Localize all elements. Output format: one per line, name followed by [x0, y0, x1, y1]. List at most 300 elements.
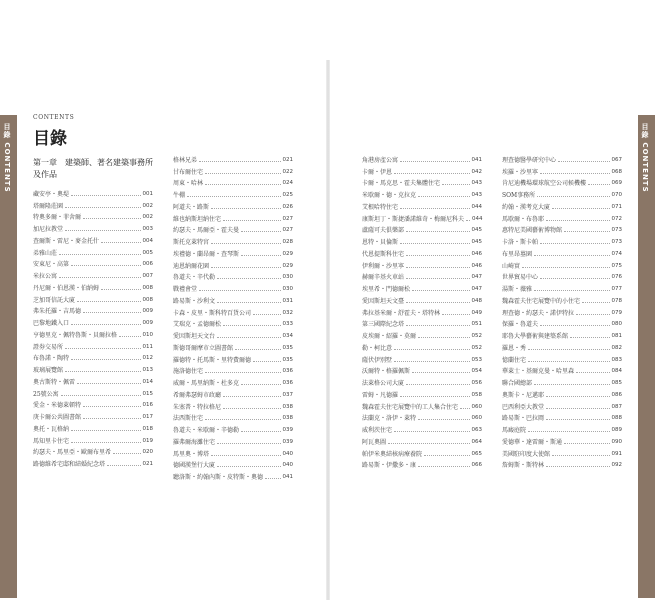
- toc-entry-page: 081: [611, 333, 622, 339]
- toc-entry-page: 054: [471, 368, 482, 375]
- dot-leader: [217, 337, 280, 338]
- dot-leader: [59, 277, 140, 278]
- toc-entry-page: 002: [142, 202, 153, 209]
- toc-entry-title: 康斯坦丁・斯捷潘諾維奇・梅爾尼科夫: [362, 215, 465, 223]
- toc-entry-title: 德國漢堡行大廈: [173, 462, 216, 470]
- dot-leader: [528, 431, 609, 432]
- dot-leader: [71, 442, 140, 443]
- toc-entry: [173, 176, 293, 188]
- toc-entry: [502, 164, 622, 176]
- dot-leader: [540, 278, 609, 279]
- toc-entry-title: 馬知里卡住宅: [33, 437, 70, 445]
- dot-leader: [71, 324, 140, 325]
- toc-entry: [362, 187, 482, 199]
- toc-entry-title: 弗拉基米爾・舒霍夫・塔特林: [362, 309, 441, 317]
- toc-entry: [362, 211, 482, 223]
- toc-entry: [362, 293, 482, 305]
- dot-leader: [101, 242, 140, 243]
- toc-entry-title: 角港房產公寓: [362, 156, 399, 164]
- toc-entry-title: 約瑟夫・馬爾亞・霍夫曼: [173, 227, 240, 235]
- toc-entry: [173, 317, 293, 329]
- dot-leader: [564, 443, 609, 444]
- toc-entry-page: 032: [282, 309, 293, 316]
- toc-entry-page: 029: [282, 262, 293, 269]
- toc-entry-title: 理查德・約瑟夫・諾伊特拉: [502, 309, 575, 317]
- dot-leader: [546, 220, 609, 221]
- dot-leader: [552, 208, 609, 209]
- toc-entry-page: 064: [471, 438, 482, 445]
- toc-entry-page: 060: [471, 403, 482, 410]
- toc-entry-title: 斯德哥爾摩市立圖書館: [173, 344, 234, 352]
- toc-entry-title: 路易斯・沙利文: [173, 297, 216, 305]
- toc-entry: [173, 364, 293, 376]
- dot-leader: [211, 208, 280, 209]
- dot-leader: [205, 419, 280, 420]
- toc-entry: [33, 421, 153, 433]
- toc-entry-title: 巴西利亞大教堂: [502, 403, 545, 411]
- toc-entry-title: 斯托克萊特宮: [173, 239, 210, 246]
- toc-entry-title: 查爾斯・雷尼・麥金托什: [33, 237, 100, 245]
- toc-entry-page: 082: [611, 344, 622, 351]
- toc-entry-title: 湯斯・薇雅: [502, 286, 533, 293]
- dot-leader: [59, 254, 140, 255]
- toc-entry: [362, 434, 482, 446]
- toc-entry-title: 聯合國總部: [502, 380, 533, 387]
- dot-leader: [223, 220, 280, 221]
- toc-entry-page: 016: [142, 402, 153, 409]
- toc-entry: [362, 399, 482, 411]
- toc-entry-page: 073: [611, 227, 622, 234]
- toc-entry: [173, 234, 293, 246]
- dot-leader: [406, 302, 469, 303]
- toc-entry-title: 馬歇爾・布魯耶: [502, 215, 545, 223]
- dot-leader: [570, 337, 609, 338]
- toc-entry-page: 077: [611, 286, 622, 292]
- toc-entry-title: 憶蘭住宅: [502, 356, 527, 364]
- toc-entry-page: 043: [471, 192, 482, 198]
- dot-leader: [217, 443, 280, 444]
- toc-entry: [502, 293, 622, 305]
- toc-entry-page: 029: [282, 250, 293, 257]
- toc-entry: [33, 386, 153, 398]
- dot-leader: [400, 396, 469, 397]
- toc-entry: [173, 399, 293, 411]
- toc-entry: [33, 233, 153, 245]
- dot-leader: [61, 395, 141, 396]
- toc-entry-title: 奧托・瓦格納: [33, 425, 70, 433]
- toc-entry-page: 087: [611, 403, 622, 410]
- toc-entry-title: 加尼拉教堂: [33, 226, 64, 233]
- toc-entry: [502, 211, 622, 223]
- toc-entry: [502, 352, 622, 364]
- toc-entry-title: 弟雅山莊: [33, 249, 58, 257]
- toc-entry: [502, 305, 622, 317]
- toc-entry-page: 024: [282, 180, 293, 187]
- toc-entry: [502, 176, 622, 188]
- toc-entry-page: 038: [282, 415, 293, 422]
- toc-entry: [502, 364, 622, 376]
- dot-leader: [534, 290, 609, 291]
- toc-entry-page: 045: [471, 239, 482, 245]
- toc-entry-title: 維也納斯坦納住宅: [173, 215, 222, 223]
- dot-leader: [217, 302, 280, 303]
- toc-entry-page: 075: [611, 262, 622, 269]
- dot-leader: [241, 255, 280, 256]
- toc-entry-title: 帕伊米奧結核病療養院: [362, 450, 423, 458]
- toc-entry: [502, 387, 622, 399]
- dot-leader: [187, 196, 280, 197]
- toc-entry-title: 盧薩可夫俱樂部: [362, 227, 405, 235]
- dot-leader: [442, 184, 469, 185]
- toc-entry: [362, 411, 482, 423]
- toc-entry: [173, 246, 293, 258]
- toc-entry: [173, 293, 293, 305]
- toc-entry-page: 066: [471, 462, 482, 469]
- toc-entry-page: 026: [282, 203, 293, 210]
- toc-entry-page: 085: [611, 380, 622, 386]
- toc-entry-page: 021: [142, 461, 153, 467]
- toc-entry-page: 027: [282, 227, 293, 234]
- toc-entry: [362, 317, 482, 329]
- toc-entry: [502, 399, 622, 411]
- toc-entry-title: 希爾弗瑟姆市政廳: [173, 391, 222, 399]
- toc-entry-page: 006: [142, 261, 153, 268]
- toc-entry: [502, 411, 622, 423]
- toc-entry: [173, 270, 293, 282]
- toc-entry-page: 068: [611, 168, 622, 175]
- dot-leader: [546, 466, 609, 467]
- toc-entry-page: 011: [142, 343, 153, 350]
- toc-entry-page: 028: [282, 239, 293, 245]
- toc-entry-page: 001: [142, 190, 153, 197]
- toc-entry-title: 丹尼爾・伯恩漢・伯納姆: [33, 284, 100, 292]
- dot-leader: [534, 255, 609, 256]
- dot-leader: [412, 372, 469, 373]
- toc-entry: [362, 164, 482, 176]
- toc-entry-page: 039: [282, 427, 293, 433]
- toc-entry-title: 美國駐印度大使館: [502, 450, 551, 458]
- dot-leader: [406, 231, 469, 232]
- toc-entry-title: 布里昂墓園: [502, 250, 533, 258]
- toc-entry-page: 086: [611, 391, 622, 398]
- toc-entry: [173, 411, 293, 423]
- toc-entry-page: 056: [471, 380, 482, 386]
- toc-entry: [362, 176, 482, 188]
- toc-entry-title: 耶魯大學藝術與建築系館: [502, 333, 569, 340]
- toc-entry: [33, 327, 153, 339]
- toc-entry-page: 044: [472, 215, 483, 222]
- dot-leader: [540, 173, 609, 174]
- toc-entry: [33, 409, 153, 421]
- toc-entry-title: 赫爾辛基火車站: [362, 274, 405, 282]
- dot-leader: [418, 466, 469, 467]
- toc-entry: [362, 364, 482, 376]
- dot-leader: [65, 207, 140, 208]
- toc-entry-title: 伊利爾・沙里寧: [362, 262, 405, 270]
- toc-entry: [173, 223, 293, 235]
- toc-entry: [502, 458, 622, 470]
- dot-leader: [71, 359, 140, 360]
- toc-entry-title: 埃羅・沙里寧: [502, 168, 539, 176]
- toc-entry-title: 布魯諾・陶特: [33, 355, 70, 363]
- dot-leader: [107, 465, 140, 466]
- dot-leader: [418, 196, 469, 197]
- toc-entry-title: 阿瓦奧圖: [362, 438, 387, 446]
- toc-entry-title: 庚卡爾公共圖書館: [33, 414, 82, 421]
- toc-entry-title: 雷姆・凡德羅: [362, 391, 399, 399]
- toc-entry-page: 014: [142, 378, 153, 385]
- dot-leader: [546, 419, 609, 420]
- toc-entry-page: 033: [282, 321, 293, 328]
- dot-leader: [235, 349, 280, 350]
- toc-entry-title: 魯道夫・辛代勒: [173, 274, 216, 282]
- toc-entry-page: 091: [611, 450, 622, 457]
- toc-entry-page: 051: [471, 321, 482, 328]
- toc-entry-title: 施洛德住宅: [173, 368, 204, 376]
- toc-entry-page: 084: [611, 368, 622, 375]
- toc-entry-title: 路易斯・伊撒多・康: [362, 462, 417, 470]
- dot-leader: [253, 314, 280, 315]
- toc-entry: [502, 258, 622, 270]
- dot-leader: [582, 302, 609, 303]
- toc-entry-page: 090: [611, 438, 622, 445]
- toc-entry-title: 巴黎地鐵入口: [33, 320, 70, 327]
- toc-entry-page: 044: [471, 203, 482, 210]
- dot-leader: [83, 218, 140, 219]
- toc-entry-title: 甘布爾住宅: [173, 168, 204, 176]
- toc-entry: [173, 164, 293, 176]
- toc-entry-title: 約翰・漢考克大廈: [502, 203, 551, 211]
- toc-entry: [33, 339, 153, 351]
- toc-entry-title: 肯尼迪機場環球航空公司候機樓: [502, 180, 587, 188]
- toc-entry: [173, 281, 293, 293]
- side-tab-label: 目錄 CONTENTS: [3, 123, 11, 193]
- dot-leader: [400, 243, 469, 244]
- toc-entry-title: 安東尼・高第: [33, 261, 70, 269]
- toc-entry: [33, 292, 153, 304]
- dot-leader: [223, 408, 280, 409]
- dot-leader: [528, 349, 609, 350]
- dot-leader: [71, 430, 140, 431]
- toc-entry-title: 路德維希宅邸和結婚紀念塔: [33, 461, 106, 468]
- toc-entry-page: 035: [282, 344, 293, 351]
- dot-leader: [418, 419, 469, 420]
- toc-entry: [362, 446, 482, 458]
- toc-entry-title: 25號公寓: [33, 390, 59, 398]
- toc-entry-title: 埃禮德・蘭昂爾・查琴斯: [173, 250, 240, 258]
- toc-entry-page: 018: [142, 425, 153, 432]
- toc-entry-title: 沃爾特・格羅佩斯: [362, 368, 411, 376]
- toc-entry: [502, 422, 622, 434]
- toc-entry-title: 埃里希・門德爾松: [362, 286, 411, 293]
- toc-entry: [173, 340, 293, 352]
- toc-entry: [362, 387, 482, 399]
- toc-entry-page: 030: [282, 286, 293, 292]
- toc-entry: [362, 422, 482, 434]
- toc-entry-title: 路易斯・巴拉岡: [502, 415, 545, 423]
- toc-entry: [362, 258, 482, 270]
- toc-entry-title: 芝加哥信託大廈: [33, 296, 76, 304]
- dot-leader: [558, 161, 609, 162]
- toc-entry-title: 魏森霍夫住宅展覽中的小住宅: [502, 297, 581, 305]
- toc-entry-page: 045: [471, 227, 482, 234]
- toc-entry-page: 019: [142, 437, 153, 444]
- toc-entry-title: 奧古斯特・佩雷: [33, 378, 76, 386]
- toc-entry-title: 約瑟夫・馬里亞・歐爾布里希: [33, 449, 112, 457]
- toc-entry-page: 058: [471, 391, 482, 398]
- toc-entry-title: 聽洛斯・約翰內斯・皮特斯・奧德: [173, 474, 264, 481]
- toc-entry: [173, 258, 293, 270]
- toc-entry-page: 080: [611, 321, 622, 328]
- toc-entry: [33, 445, 153, 457]
- toc-entry-page: 008: [142, 296, 153, 303]
- dot-leader: [217, 466, 280, 467]
- toc-entry-title: 塔爾隆莊園: [33, 202, 64, 210]
- toc-entry-page: 078: [611, 297, 622, 304]
- toc-entry-title: 愛因斯坦天文臺: [362, 297, 405, 305]
- dot-leader: [199, 290, 280, 291]
- dot-leader: [466, 220, 470, 221]
- toc-entry-page: 007: [142, 273, 153, 279]
- toc-entry-title: 阿道夫・路斯: [173, 203, 210, 211]
- toc-entry: [33, 374, 153, 386]
- toc-entry: [33, 210, 153, 222]
- dot-leader: [65, 230, 140, 231]
- dot-leader: [552, 455, 609, 456]
- dot-leader: [522, 267, 609, 268]
- toc-entry: [502, 375, 622, 387]
- toc-entry: [33, 398, 153, 410]
- dot-leader: [77, 383, 140, 384]
- dot-leader: [564, 231, 609, 232]
- toc-entry-page: 048: [471, 297, 482, 304]
- toc-entry-page: 015: [142, 390, 153, 397]
- toc-entry: [502, 340, 622, 352]
- toc-entry-title: 勒・柯比意: [362, 344, 393, 352]
- toc-entry: [33, 304, 153, 316]
- toc-entry-title: 周東・哈林: [173, 180, 204, 188]
- toc-entry: [502, 328, 622, 340]
- toc-entry: [173, 211, 293, 223]
- toc-entry-title: 羅德特・托馬斯・里特費爾德: [173, 356, 252, 364]
- toc-entry-page: 073: [611, 239, 622, 245]
- toc-entry: [173, 375, 293, 387]
- toc-entry: [362, 305, 482, 317]
- toc-entry: [173, 458, 293, 470]
- dot-leader: [71, 265, 140, 266]
- toc-entry-title: 愛因斯坦天文台: [173, 333, 216, 340]
- toc-entry: [362, 281, 482, 293]
- toc-entry-title: 特奧多爾・菲舍爾: [33, 214, 82, 222]
- toc-entry-page: 020: [142, 449, 153, 456]
- toc-entry-page: 002: [142, 214, 153, 221]
- toc-entry-title: 世界貿易中心: [502, 274, 539, 282]
- toc-entry: [173, 199, 293, 211]
- toc-entry-title: 牛棚: [173, 192, 186, 199]
- dot-leader: [406, 384, 469, 385]
- dot-leader: [199, 161, 280, 162]
- toc-entry-page: 040: [282, 462, 293, 469]
- dot-leader: [588, 184, 609, 185]
- toc-entry-title: 惠特尼美國藝術博物館: [502, 227, 563, 235]
- toc-entry-page: 004: [142, 237, 153, 244]
- dot-leader: [442, 314, 469, 315]
- toc-entry: [33, 351, 153, 363]
- toc-entry-title: 魯道夫・米歇爾・辛德勒: [173, 427, 240, 434]
- page-title: 目錄: [33, 129, 67, 149]
- dot-leader: [424, 455, 469, 456]
- toc-entry: [502, 434, 622, 446]
- toc-entry-page: 052: [471, 344, 482, 351]
- toc-entry: [173, 422, 293, 434]
- dot-leader: [400, 208, 469, 209]
- toc-entry: [33, 280, 153, 292]
- toc-entry-title: 魏森霍夫住宅展覽中的工人集合住宅: [362, 403, 459, 411]
- toc-entry-title: 詹姆斯・斯特林: [502, 462, 545, 470]
- toc-entry: [173, 328, 293, 340]
- toc-entry-page: 060: [471, 415, 482, 422]
- dot-leader: [205, 184, 280, 185]
- toc-entry-page: 021: [282, 156, 293, 163]
- toc-entry-page: 035: [282, 356, 293, 363]
- toc-entry-title: 愛德華・達雷爾・斯通: [502, 438, 563, 446]
- dot-leader: [388, 443, 469, 444]
- toc-entry-page: 042: [471, 168, 482, 175]
- toc-entry-page: 089: [611, 427, 622, 433]
- dot-leader: [211, 267, 280, 268]
- toc-entry-page: 012: [142, 355, 153, 362]
- toc-column-1: [33, 186, 153, 468]
- toc-entry: [502, 187, 622, 199]
- toc-entry-page: 092: [611, 462, 622, 469]
- toc-entry: [173, 446, 293, 458]
- toc-entry-title: 法萊格公司大廈: [362, 380, 405, 387]
- dot-leader: [540, 325, 609, 326]
- toc-entry: [362, 234, 482, 246]
- toc-entry-page: 017: [142, 414, 153, 420]
- toc-entry-page: 076: [611, 274, 622, 281]
- toc-entry-page: 049: [471, 309, 482, 316]
- toc-entry-title: 朱塞普・特拉格尼: [173, 403, 222, 411]
- toc-entry-title: 第三國際紀念塔: [362, 321, 405, 329]
- dot-leader: [253, 361, 280, 362]
- toc-entry-title: 卡爾・伊恩: [362, 168, 393, 176]
- dot-leader: [406, 325, 469, 326]
- toc-entry: [33, 315, 153, 327]
- dot-leader: [546, 396, 609, 397]
- toc-entry-title: 弗朱托羅・吉馬德: [33, 308, 82, 316]
- toc-entry: [33, 433, 153, 445]
- toc-entry-page: 069: [611, 180, 622, 187]
- toc-entry-title: 卡洛・斯卡帕: [502, 239, 539, 246]
- dot-leader: [394, 349, 469, 350]
- toc-entry: [173, 187, 293, 199]
- toc-entry: [362, 246, 482, 258]
- toc-entry-title: 薩伏伊別墅: [362, 356, 393, 364]
- toc-entry: [362, 328, 482, 340]
- toc-entry-title: 戰禮會堂: [173, 286, 198, 293]
- toc-entry: [502, 317, 622, 329]
- toc-entry-title: 格林兄弟: [173, 156, 198, 164]
- toc-entry-page: 025: [282, 192, 293, 198]
- toc-entry: [33, 221, 153, 233]
- dot-leader: [406, 278, 469, 279]
- toc-entry-page: 034: [282, 333, 293, 339]
- dot-leader: [418, 337, 469, 338]
- toc-entry: [362, 375, 482, 387]
- toc-entry: [362, 340, 482, 352]
- toc-entry: [173, 305, 293, 317]
